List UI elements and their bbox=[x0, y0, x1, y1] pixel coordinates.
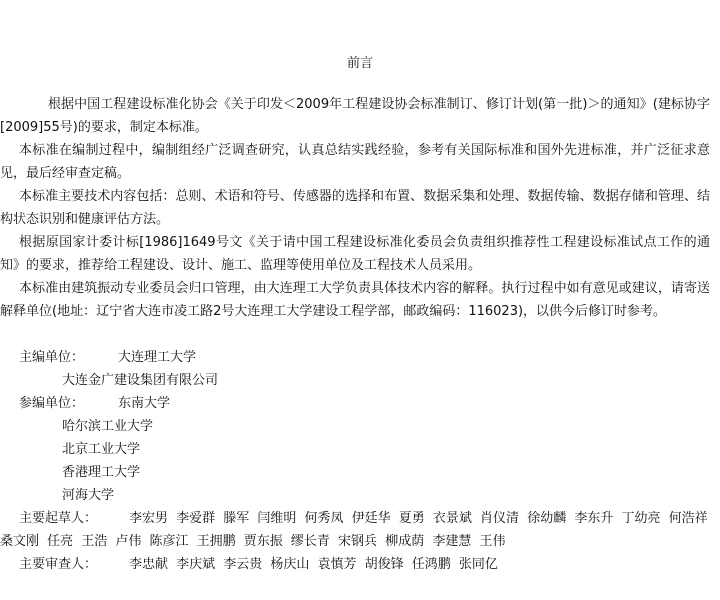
co-editor-row bbox=[0, 438, 720, 461]
drafters-label: 主要起草人： bbox=[19, 511, 98, 526]
co-editor-unit: 北京工业大学 bbox=[62, 442, 141, 457]
reviewers-names: 李忠献 李庆斌 李云贵 杨庆山 袁慎芳 胡俊锋 任鸿鹏 张同亿 bbox=[129, 557, 498, 572]
page-title: 前言 bbox=[346, 56, 373, 71]
paragraph-basis: 根据中国工程建设标准化协会《关于印发＜2009年工程建设协会标准制订、修订计划(第一批)＞的通知》(建标协字[2009]55号)的要求，制定本标准。 bbox=[0, 97, 710, 135]
co-editor-row bbox=[0, 392, 720, 415]
reviewers-label: 主要审查人： bbox=[19, 557, 98, 572]
chief-editor-unit: 大连理工大学 bbox=[118, 350, 197, 365]
chief-editor-label: 主编单位： bbox=[19, 350, 85, 365]
co-editor-unit: 香港理工大学 bbox=[62, 465, 141, 480]
drafters-names: 李宏男 李爱群 滕军 闫维明 何秀凤 伊廷华 夏勇 衣景斌 肖仪清 徐幼麟 李东升 丁幼亮 何浩祥 桑文刚 任亮 王浩 卢伟 陈彦江 王拥鹏 贾东振 缪长青 宋钢兵 柳成荫 李建慧 王伟 bbox=[0, 511, 708, 549]
co-editor-unit: 河海大学 bbox=[62, 488, 115, 503]
co-editor-unit: 东南大学 bbox=[118, 396, 171, 411]
chief-editor-unit: 大连金广建设集团有限公司 bbox=[62, 373, 219, 388]
paragraph-recommendation: 根据原国家计委计标[1986]1649号文《关于请中国工程建设标准化委员会负责组织推荐性工程建设标准试点工作的通知》的要求，推荐给工程建设、设计、施工、监理等使用单位及工程技术人员采用。 bbox=[0, 235, 710, 273]
paragraph-contents: 本标准主要技术内容包括：总则、术语和符号、传感器的选择和布置、数据采集和处理、数据传输、数据存储和管理、结构状态识别和健康评估方法。 bbox=[0, 189, 710, 227]
co-editor-row bbox=[0, 461, 720, 484]
co-editor-row bbox=[0, 415, 720, 438]
co-editor-unit: 哈尔滨工业大学 bbox=[62, 419, 154, 434]
reviewers-block bbox=[0, 553, 710, 576]
paragraph-management: 本标准由建筑振动专业委员会归口管理，由大连理工大学负责具体技术内容的解释。执行过程中如有意见或建议，请寄送解释单位(地址：辽宁省大连市凌工路2号大连理工大学建设工程学部，邮政编码：116023)，以供今后修订时参考。 bbox=[0, 281, 710, 319]
paragraph-process: 本标准在编制过程中，编制组经广泛调查研究，认真总结实践经验，参考有关国际标准和国外先进标准，并广泛征求意见，最后经审查定稿。 bbox=[0, 143, 710, 181]
co-editor-row bbox=[0, 484, 720, 507]
chief-editor-row bbox=[0, 346, 720, 369]
co-editor-label: 参编单位： bbox=[19, 396, 85, 411]
drafters-block bbox=[0, 507, 710, 553]
chief-editor-row bbox=[0, 369, 720, 392]
